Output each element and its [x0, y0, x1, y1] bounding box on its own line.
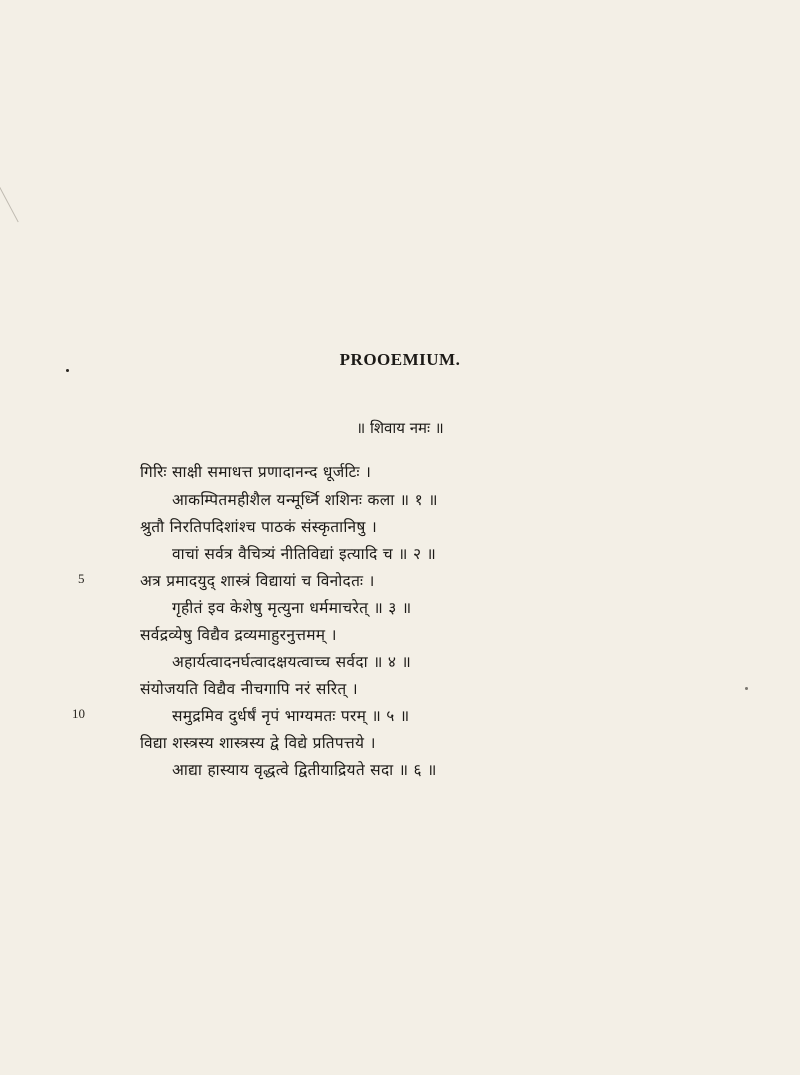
verse-line: समुद्रमिव दुर्धर्षं नृपं भाग्यमतः परम् ॥ ५ ॥	[172, 707, 410, 725]
verse-line: संयोजयति विद्यैव नीचगापि नरं सरित् ।	[140, 680, 358, 698]
verse-line: अहार्यत्वादनर्घत्वादक्षयत्वाच्च सर्वदा ॥ ४ ॥	[172, 653, 412, 671]
ink-dot	[745, 687, 748, 690]
line-number: 5	[78, 571, 85, 586]
verse-line: अत्र प्रमादयुद् शास्त्रं विद्यायां च विनोदतः ।	[140, 572, 375, 590]
paper-scratch	[0, 178, 19, 223]
verse-line: वाचां सर्वत्र वैचित्र्यं नीतिविद्यां इत्यादि च ॥ २ ॥	[172, 545, 437, 563]
verse-line: आकम्पितमहीशैल यन्मूर्ध्नि शशिनः कला ॥ १ ॥	[172, 491, 438, 509]
invocation-line: ॥ शिवाय नमः ॥	[356, 419, 444, 437]
ink-dot	[66, 369, 69, 372]
line-number: 10	[72, 706, 85, 721]
verse-line: गिरिः साक्षी समाधत्त प्रणादानन्द धूर्जटिः ।	[140, 463, 372, 481]
verse-line: विद्या शस्त्रस्य शास्त्रस्य द्वे विद्ये प्रतिपत्तये ।	[140, 734, 376, 752]
page-heading: PROOEMIUM.	[339, 350, 461, 369]
verse-line: सर्वद्रव्येषु विद्यैव द्रव्यमाहुरनुत्तमम् ।	[140, 626, 337, 644]
verse-line: गृहीतं इव केशेषु मृत्युना धर्ममाचरेत् ॥ ३ ॥	[172, 599, 412, 617]
verse-line: आद्या हास्याय वृद्धत्वे द्वितीयाद्रियते सदा ॥ ६ ॥	[172, 761, 437, 779]
verse-line: श्रुतौ निरतिपदिशांश्च पाठकं संस्कृतानिषु ।	[140, 518, 378, 536]
